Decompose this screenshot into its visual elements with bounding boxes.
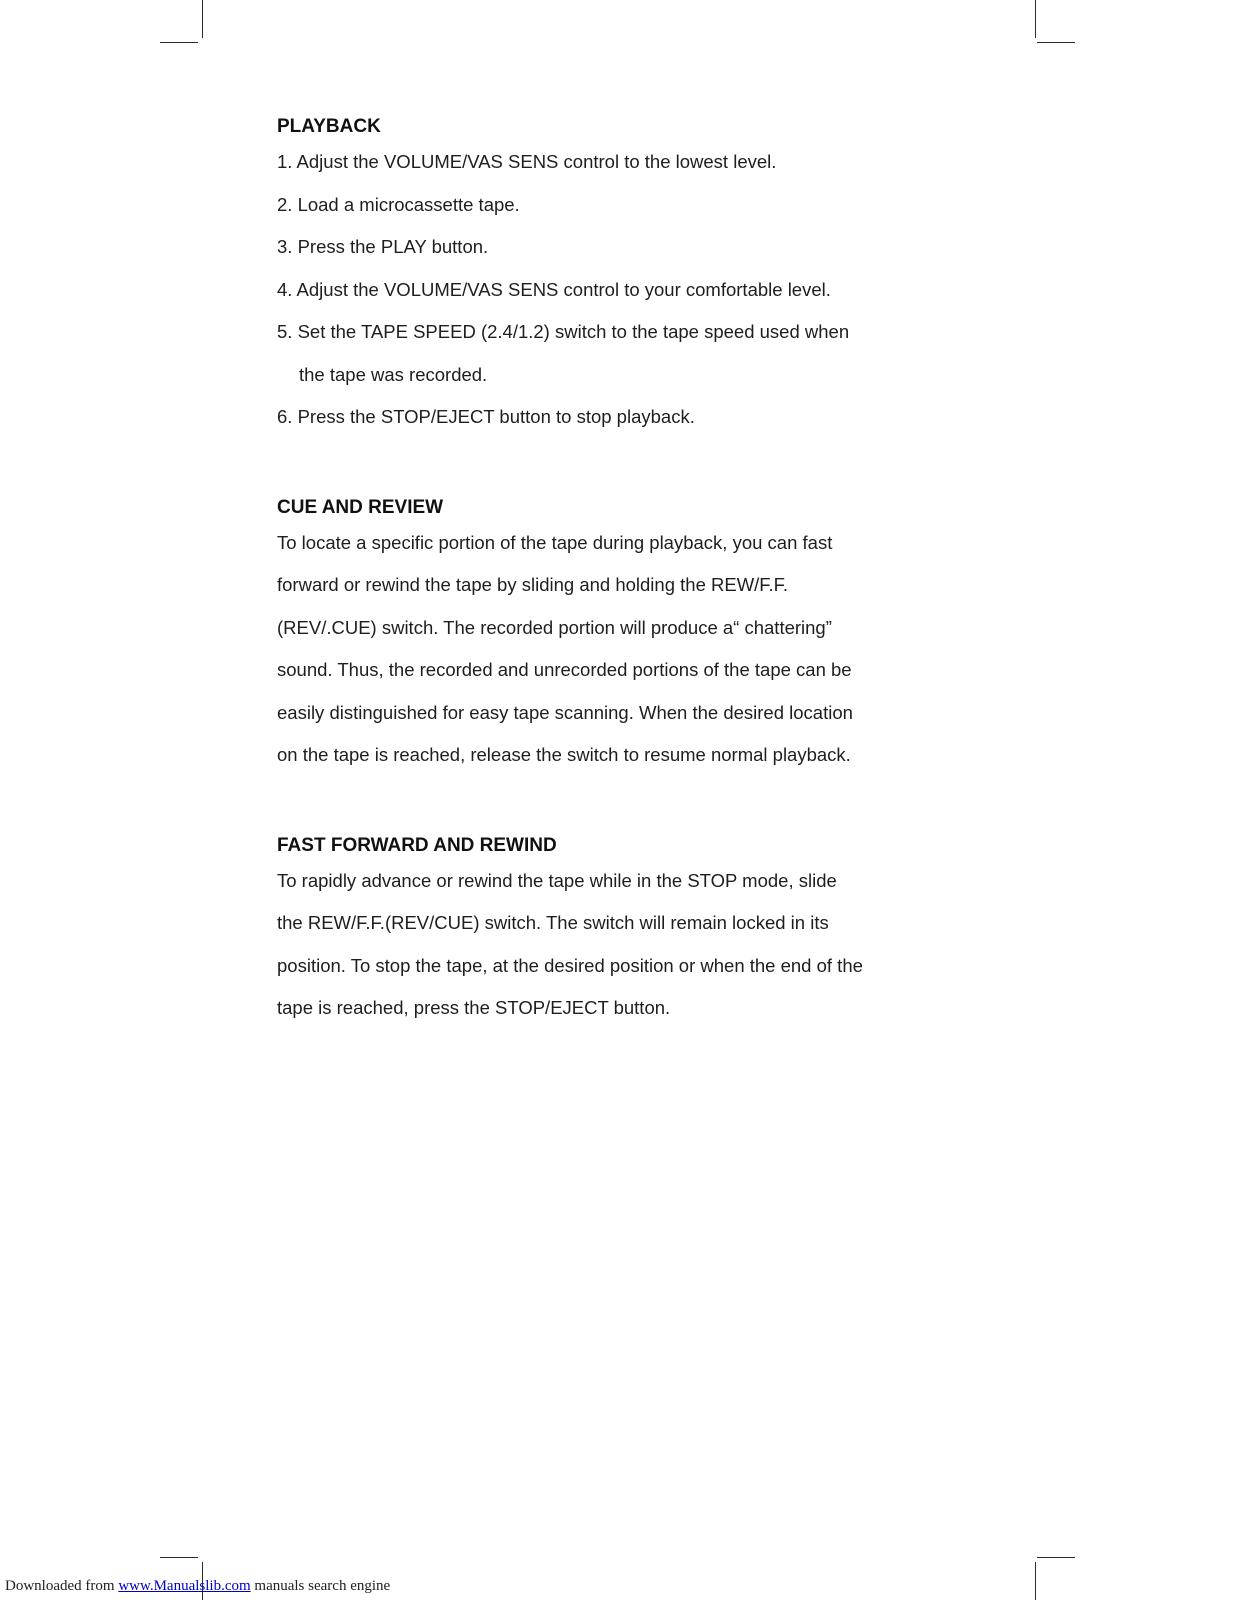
paragraph-line: To locate a specific portion of the tape during playback, you can fast [277,531,833,553]
crop-mark-bottom-left-h [160,1557,198,1558]
playback-section [277,113,997,439]
footer-prefix: Downloaded from [5,1578,119,1594]
paragraph-line: tape is reached, press the STOP/EJECT button. [277,997,671,1018]
download-footer [5,1578,390,1595]
page-content [277,113,997,1030]
crop-mark-top-right-h [1037,42,1075,43]
playback-step: 1. Adjust the VOLUME/VAS SENS control to the lowest level. [277,151,777,172]
crop-mark-bottom-right-h [1037,1557,1075,1558]
footer-suffix: manuals search engine [250,1578,391,1594]
playback-step-continuation: the tape was recorded. [299,363,488,385]
cue-review-heading: CUE AND REVIEW [277,496,444,518]
paragraph-line: position. To stop the tape, at the desired position or when the end of the [277,954,863,976]
manualslib-link[interactable]: www.Manualslib.com [118,1578,251,1594]
paragraph-line: forward or rewind the tape by sliding and holding the REW/F.F. [277,574,789,595]
fast-forward-section [277,832,997,1030]
crop-mark-top-right-v [1035,0,1036,38]
cue-review-section [277,494,997,777]
playback-step: 4. Adjust the VOLUME/VAS SENS control to your comfortable level. [277,278,831,300]
crop-mark-bottom-right-v [1035,1562,1036,1600]
paragraph-line: sound. Thus, the recorded and unrecorded portions of the tape can be [277,659,852,680]
playback-heading: PLAYBACK [277,116,381,137]
paragraph-line: the REW/F.F.(REV/CUE) switch. The switch will remain locked in its [277,912,829,933]
playback-step: 3. Press the PLAY button. [277,236,489,257]
playback-step: 6. Press the STOP/EJECT button to stop playback. [277,406,695,427]
playback-step: 2. Load a microcassette tape. [277,193,520,215]
crop-mark-top-left-h [160,42,198,43]
paragraph-line: on the tape is reached, release the switch to resume normal playback. [277,744,851,765]
paragraph-line: (REV/.CUE) switch. The recorded portion will produce a“ chattering” [277,616,832,638]
paragraph-line: To rapidly advance or rewind the tape while in the STOP mode, slide [277,869,837,891]
fast-forward-heading: FAST FORWARD AND REWIND [277,834,557,856]
playback-step: 5. Set the TAPE SPEED (2.4/1.2) switch to the tape speed used when [277,321,850,342]
paragraph-line: easily distinguished for easy tape scanning. When the desired location [277,701,853,723]
crop-mark-top-left-v [202,0,203,38]
